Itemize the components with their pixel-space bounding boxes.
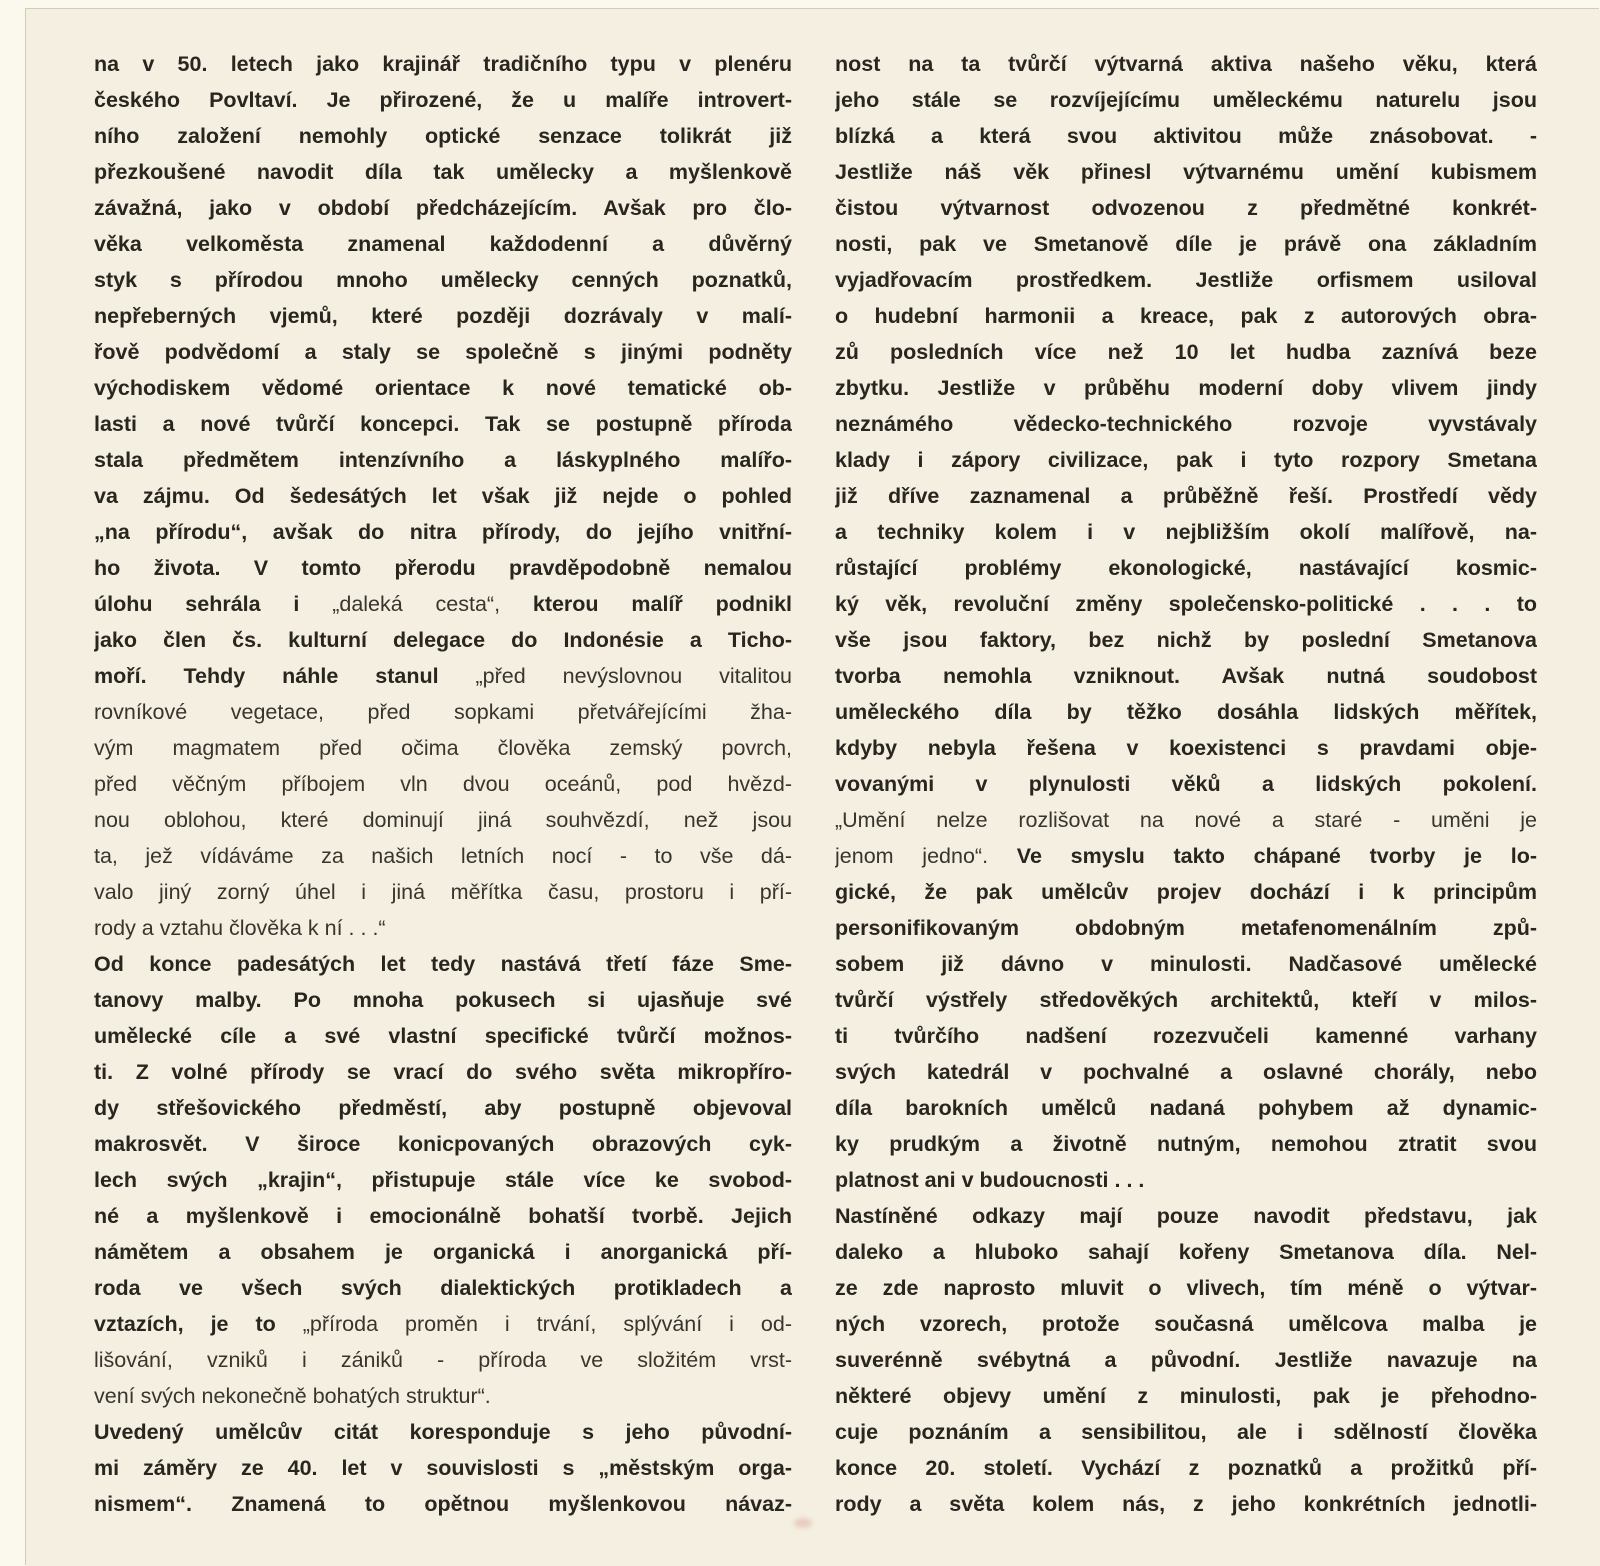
text-line [835,730,1537,766]
text-line [94,1450,792,1486]
body-text-segment: styk s přírodou mnoho umělecky cenných poznatků, [94,268,792,292]
text-line [835,190,1537,226]
body-text-segment: českého Povltaví. Je přirozené, že u malíře introvert- [94,88,792,112]
body-text-segment: a techniky kolem i v nejbližším okolí malířově, na- [835,520,1537,544]
body-text-segment: svých katedrál v pochvalné a oslavné chorály, nebo [835,1060,1537,1084]
text-line [835,118,1537,154]
body-text-segment: umělecké cíle a své vlastní specifické tvůrčí možnos- [94,1024,792,1048]
text-line [835,1018,1537,1054]
text-line [835,982,1537,1018]
text-line [94,118,792,154]
text-line [835,946,1537,982]
text-line [835,226,1537,262]
text-line [835,46,1537,82]
text-line [94,910,792,946]
body-text-segment: ního založení nemohly optické senzace tolikrát již [94,124,792,148]
text-line [94,982,792,1018]
body-text-segment: dy střešovického předměstí, aby postupně objevoval [94,1096,792,1120]
body-text-segment: ký věk, revoluční změny společensko-politické . . . to [835,592,1537,616]
body-text-segment: nosti, pak ve Smetanově díle je právě ona základním [835,232,1537,256]
text-line [835,694,1537,730]
body-text-segment: stala předmětem intenzívního a láskyplného malířo- [94,448,792,472]
text-line [94,766,792,802]
body-text-segment: o hudební harmonii a kreace, pak z autorových obra- [835,304,1537,328]
body-text-segment: vztazích, je to [94,1312,303,1336]
text-line [94,1306,792,1342]
body-text-segment: roda ve všech svých dialektických protikladech a [94,1276,792,1300]
body-text-segment: lasti a nové tvůrčí koncepci. Tak se postupně příroda [94,412,792,436]
body-text-segment: Nastíněné odkazy mají pouze navodit představu, jak [835,1204,1537,1228]
text-line [94,190,792,226]
text-line [94,586,792,622]
text-line [835,1450,1537,1486]
text-line [94,442,792,478]
text-line [835,1126,1537,1162]
text-line [835,82,1537,118]
text-line [94,298,792,334]
text-line [835,1162,1537,1198]
text-line [835,766,1537,802]
text-line [835,1198,1537,1234]
body-text-segment: na v 50. letech jako krajinář tradičního typu v plenéru [94,52,792,76]
body-text-segment: sobem již dávno v minulosti. Nadčasové umělecké [835,952,1537,976]
body-text-segment: konce 20. století. Vychází z poznatků a prožitků pří- [835,1456,1537,1480]
text-line [835,334,1537,370]
body-text-segment: námětem a obsahem je organická i anorganická pří- [94,1240,792,1264]
body-text-segment: makrosvět. V široce konicpovaných obrazových cyk- [94,1132,792,1156]
body-text-segment: díla barokních umělců nadaná pohybem až dynamic- [835,1096,1537,1120]
text-line [94,730,792,766]
body-text-segment: Ve smyslu takto chápané tvorby je lo- [1016,844,1537,868]
body-text-segment: úlohu sehrála i [94,592,333,616]
body-text-segment: daleko a hluboko sahají kořeny Smetanova díla. Nel- [835,1240,1537,1264]
quote-text-segment: vení svých nekonečně bohatých struktur“. [94,1384,491,1408]
text-line [94,514,792,550]
text-line [835,514,1537,550]
text-line [94,1162,792,1198]
body-text-segment: jeho stále se rozvíjejícímu uměleckému naturelu jsou [835,88,1537,112]
text-line [94,82,792,118]
text-line [835,298,1537,334]
body-text-segment: neznámého vědecko-technického rozvoje vyvstávaly [835,412,1537,436]
body-text-segment: gické, že pak umělcův projev dochází i k principům [835,880,1537,904]
text-line [835,622,1537,658]
body-text-segment: suverénně svébytná a původní. Jestliže navazuje na [835,1348,1537,1372]
body-text-segment: ných vzorech, protože současná umělcova malba je [835,1312,1537,1336]
text-line [94,1018,792,1054]
text-line [835,586,1537,622]
text-line [94,1486,792,1522]
body-text-segment: nismem“. Znamená to opětnou myšlenkovou návaz- [94,1492,792,1516]
text-line [835,1486,1537,1522]
quote-text-segment: před věčným příbojem vln dvou oceánů, pod hvězd- [94,772,792,796]
text-line [835,478,1537,514]
text-line [835,406,1537,442]
text-line [94,1198,792,1234]
text-line [94,874,792,910]
text-line [94,1270,792,1306]
body-text-segment: tanovy malby. Po mnoha pokusech si ujasňuje své [94,988,792,1012]
quote-text-segment: „daleká cesta“, [332,592,533,616]
text-line [94,802,792,838]
text-line [94,838,792,874]
text-column-left [94,46,792,1522]
text-line [94,1234,792,1270]
body-text-segment: rody a světa kolem nás, z jeho konkrétních jednotli- [835,1492,1537,1516]
body-text-segment: již dříve zaznamenal a průběžně řeší. Prostředí vědy [835,484,1537,508]
body-text-segment: růstající problémy ekonologické, nastávající kosmic- [835,556,1537,580]
text-line [94,1054,792,1090]
scan-smudge [794,1518,812,1528]
text-line [835,1270,1537,1306]
text-line [94,946,792,982]
text-line [94,694,792,730]
text-line [94,334,792,370]
text-line [94,658,792,694]
body-text-segment: kdyby nebyla řešena v koexistenci s pravdami obje- [835,736,1537,760]
text-line [94,1090,792,1126]
body-text-segment: východiskem vědomé orientace k nové tematické ob- [94,376,792,400]
text-line [835,442,1537,478]
body-text-segment: platnost ani v budoucnosti . . . [835,1168,1145,1192]
body-text-segment: řově podvědomí a staly se společně s jinými podněty [94,340,792,364]
text-line [835,1090,1537,1126]
quote-text-segment: „Umění nelze rozlišovat na nové a staré - uměni je [835,808,1537,832]
body-text-segment: tvůrčí výstřely středověkých architektů, kteří v milos- [835,988,1537,1012]
text-line [835,802,1537,838]
quote-text-segment: ta, jež vídáváme za našich letních nocí - to vše dá- [94,844,792,868]
body-text-segment: moří. Tehdy náhle stanul [94,664,476,688]
body-text-segment: uměleckého díla by těžko dosáhla lidských měřítek, [835,700,1537,724]
text-line [835,658,1537,694]
body-text-segment: zů posledních více než 10 let hudba zaznívá beze [835,340,1537,364]
text-line [835,370,1537,406]
body-text-segment: vyjadřovacím prostředkem. Jestliže orfismem usiloval [835,268,1537,292]
body-text-segment: ho života. V tomto přerodu pravděpodobně nemalou [94,556,792,580]
body-text-segment: va zájmu. Od šedesátých let však již nejde o pohled [94,484,792,508]
body-text-segment: né a myšlenkově i emocionálně bohatší tvorbě. Jejich [94,1204,792,1228]
quote-text-segment: nou oblohou, které dominují jiná souhvězdí, než jsou [94,808,792,832]
body-text-segment: ky prudkým a životně nutným, nemohou ztratit svou [835,1132,1537,1156]
body-text-segment: klady i zápory civilizace, pak i tyto rozpory Smetana [835,448,1537,472]
quote-text-segment: lišování, vzniků i zániků - příroda ve složitém vrst- [94,1348,792,1372]
text-line [94,1126,792,1162]
text-line [94,406,792,442]
body-text-segment: vše jsou faktory, bez nichž by poslední Smetanova [835,628,1537,652]
text-line [94,226,792,262]
body-text-segment: zbytku. Jestliže v průběhu moderní doby vlivem jindy [835,376,1537,400]
body-text-segment: tvorba nemohla vzniknout. Avšak nutná soudobost [835,664,1537,688]
text-line [835,910,1537,946]
body-text-segment: nepřeberných vjemů, které později dozrávaly v malí- [94,304,792,328]
text-line [94,622,792,658]
text-line [835,154,1537,190]
text-line [835,1378,1537,1414]
body-text-segment: Od konce padesátých let tedy nastává třetí fáze Sme- [94,952,792,976]
body-text-segment: ti. Z volné přírody se vrací do svého světa mikropříro- [94,1060,792,1084]
text-line [94,550,792,586]
text-line [835,838,1537,874]
text-line [835,1342,1537,1378]
body-text-segment: mi záměry ze 40. let v souvislosti s „městským orga- [94,1456,792,1480]
text-line [835,1234,1537,1270]
body-text-segment: závažná, jako v období předcházejícím. Avšak pro člo- [94,196,792,220]
body-text-segment: některé objevy umění z minulosti, pak je přehodno- [835,1384,1537,1408]
body-text-segment: přezkoušené navodit díla tak umělecky a myšlenkově [94,160,792,184]
body-text-segment: Jestliže náš věk přinesl výtvarnému umění kubismem [835,160,1537,184]
body-text-segment: ti tvůrčího nadšení rozezvučeli kamenné varhany [835,1024,1537,1048]
body-text-segment: Uvedený umělcův citát koresponduje s jeho původní- [94,1420,792,1444]
body-text-segment: blízká a která svou aktivitou může znásobovat. - [835,124,1537,148]
text-line [94,1414,792,1450]
body-text-segment: věka velkoměsta znamenal každodenní a důvěrný [94,232,792,256]
text-line [94,1378,792,1414]
quote-text-segment: rovníkové vegetace, před sopkami přetvářejícími žha- [94,700,792,724]
quote-text-segment: vým magmatem před očima člověka zemský povrch, [94,736,792,760]
text-line [94,1342,792,1378]
body-text-segment: lech svých „krajin“, přistupuje stále více ke svobod- [94,1168,792,1192]
quote-text-segment: „příroda proměn i trvání, splývání i od- [302,1312,792,1336]
text-line [835,1306,1537,1342]
body-text-segment: personifikovaným obdobným metafenomenálním způ- [835,916,1537,940]
body-text-segment: nost na ta tvůrčí výtvarná aktiva našeho věku, která [835,52,1537,76]
quote-text-segment: „před nevýslovnou vitalitou [475,664,792,688]
text-line [94,478,792,514]
text-line [94,370,792,406]
text-line [835,262,1537,298]
text-line [835,874,1537,910]
quote-text-segment: valo jiný zorný úhel i jiná měřítka času, prostoru i pří- [94,880,792,904]
body-text-segment: „na přírodu“, avšak do nitra přírody, do jejího vnitřní- [94,520,792,544]
body-text-segment: vovanými v plynulosti věků a lidských pokolení. [835,772,1537,796]
quote-text-segment: jenom jedno“. [835,844,1017,868]
text-line [835,550,1537,586]
text-column-right [835,46,1537,1522]
body-text-segment: kterou malíř podnikl [532,592,792,616]
body-text-segment: ze zde naprosto mluvit o vlivech, tím méně o výtvar- [835,1276,1537,1300]
body-text-segment: čistou výtvarnost odvozenou z předmětné konkrét- [835,196,1537,220]
text-line [94,262,792,298]
quote-text-segment: rody a vztahu člověka k ní . . .“ [94,916,386,940]
text-line [94,154,792,190]
body-text-segment: jako člen čs. kulturní delegace do Indonésie a Ticho- [94,628,792,652]
text-line [835,1414,1537,1450]
text-line [835,1054,1537,1090]
body-text-segment: cuje poznáním a sensibilitou, ale i sdělností člověka [835,1420,1537,1444]
text-line [94,46,792,82]
